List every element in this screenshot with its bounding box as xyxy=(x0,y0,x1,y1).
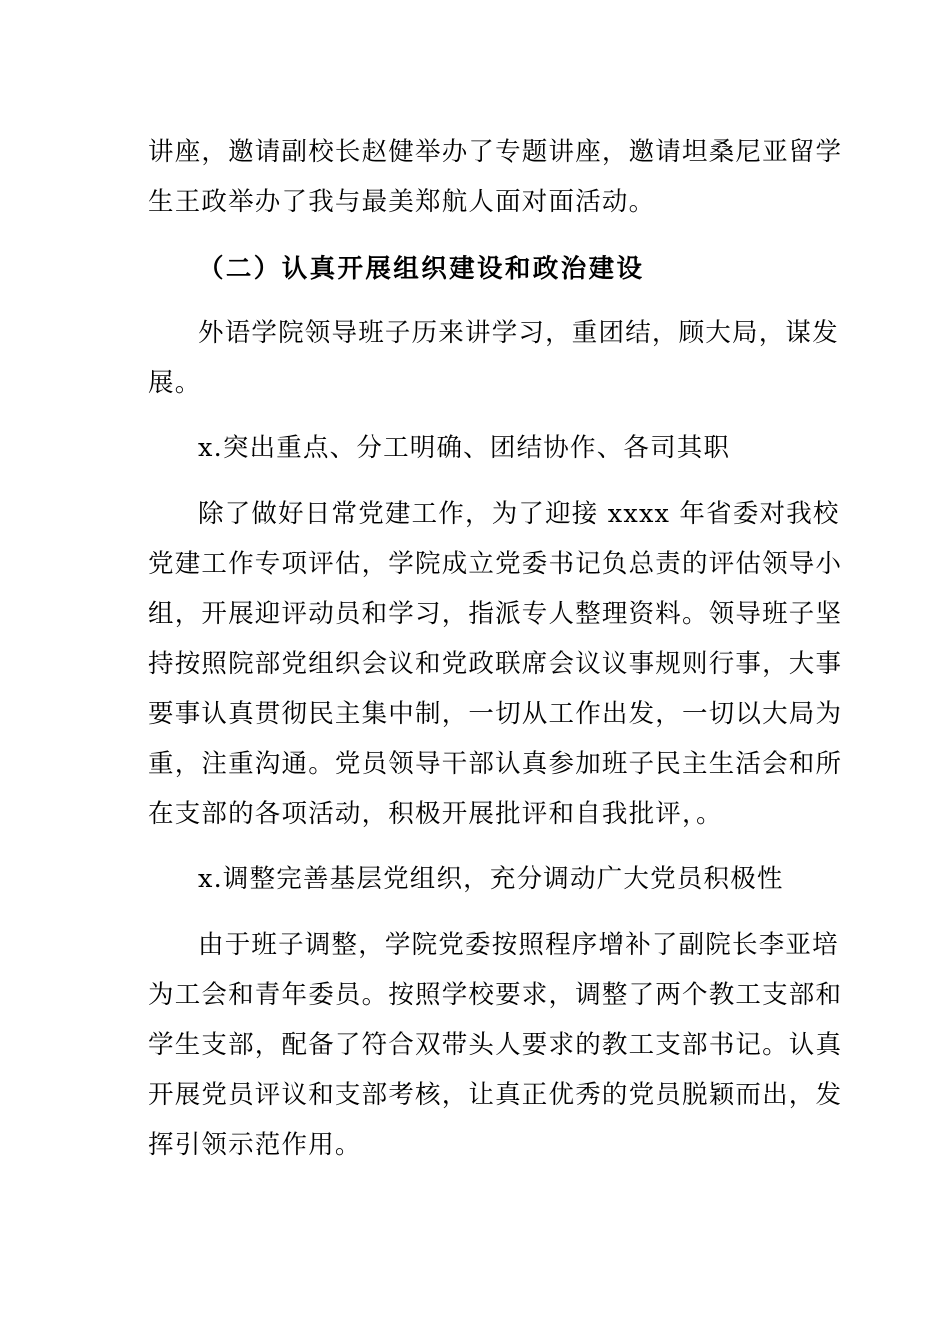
paragraph-line: 展。 xyxy=(148,368,202,398)
paragraph-line: 除了做好日常党建工作，为了迎接 xxxx 年省委对我校 xyxy=(198,499,840,529)
paragraph-line: 由于班子调整，学院党委按照程序增补了副院长李亚培 xyxy=(198,930,839,960)
paragraph-line: 讲座，邀请副校长赵健举办了专题讲座，邀请坦桑尼亚留学 xyxy=(148,137,843,167)
paragraph-line: 组，开展迎评动员和学习，指派专人整理资料。领导班子坚 xyxy=(148,599,843,629)
paragraph-line: 生王政举办了我与最美郑航人面对面活动。 xyxy=(148,187,656,217)
paragraph-line: 外语学院领导班子历来讲学习，重团结，顾大局，谋发 xyxy=(198,318,839,348)
paragraph-line: 开展党员评议和支部考核，让真正优秀的党员脱颖而出，发 xyxy=(148,1080,843,1110)
paragraph-line: 在支部的各项活动，积极开展批评和自我批评，。 xyxy=(148,799,723,829)
paragraph-line: 持按照院部党组织会议和党政联席会议议事规则行事，大事 xyxy=(148,649,843,679)
section-heading: （二）认真开展组织建设和政治建设 xyxy=(198,254,645,284)
paragraph-line: 为工会和青年委员。按照学校要求，调整了两个教工支部和 xyxy=(148,980,843,1010)
paragraph-line: 要事认真贯彻民主集中制，一切从工作出发，一切以大局为 xyxy=(148,699,843,729)
paragraph-line: 重，注重沟通。党员领导干部认真参加班子民主生活会和所 xyxy=(148,749,843,779)
subsection-heading: x.突出重点、分工明确、团结协作、各司其职 xyxy=(198,433,731,463)
subsection-heading: x.调整完善基层党组织，充分调动广大党员积极性 xyxy=(198,864,784,894)
paragraph-line: 挥引领示范作用。 xyxy=(148,1130,362,1160)
paragraph-line: 党建工作专项评估，学院成立党委书记负总责的评估领导小 xyxy=(148,549,843,579)
paragraph-line: 学生支部，配备了符合双带头人要求的教工支部书记。认真 xyxy=(148,1030,843,1060)
